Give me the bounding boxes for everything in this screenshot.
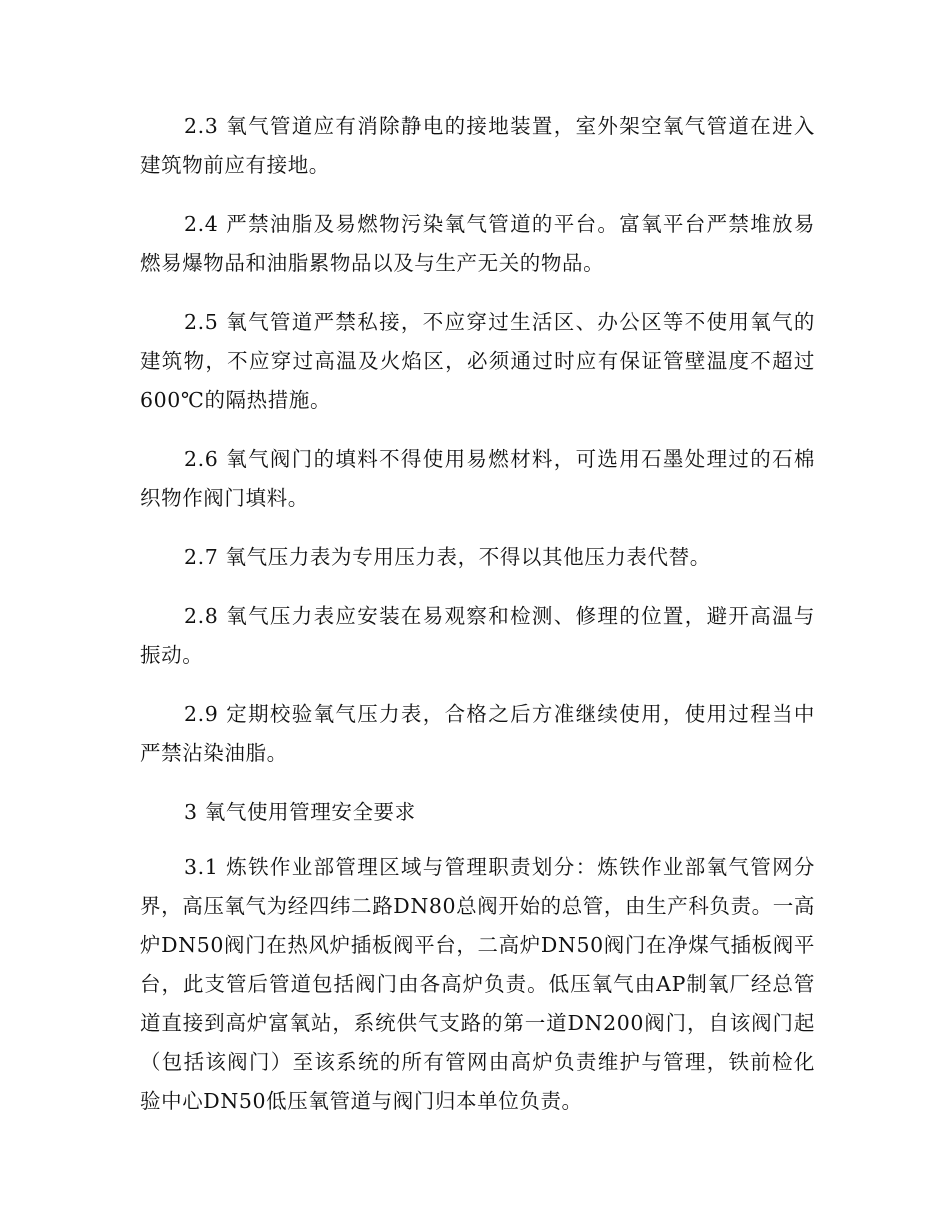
document-page — [140, 107, 815, 1121]
paragraph-3-1: 3.1 炼铁作业部管理区域与管理职责划分：炼铁作业部氧气管网分界，高压氧气为经四纬二路DN80总阀开始的总管，由生产科负责。一高炉DN50阀门在热风炉插板阀平台，二高炉DN50阀门在净煤气插板阀平台，此支管后管道包括阀门由各高炉负责。低压氧气由AP制氧厂经总管道直接到高炉富氧站，系统供气支路的第一道DN200阀门，自该阀门起（包括该阀门）至该系统的所有管网由高炉负责维护与管理，铁前检化验中心DN50低压氧管道与阀门归本单位负责。 — [140, 855, 815, 1113]
paragraph-2-5: 2.5 氧气管道严禁私接，不应穿过生活区、办公区等不使用氧气的建筑物，不应穿过高温及火焰区，必须通过时应有保证管壁温度不超过600℃的隔热措施。 — [140, 310, 815, 412]
paragraph-2-9: 2.9 定期校验氧气压力表，合格之后方准继续使用，使用过程当中严禁沾染油脂。 — [140, 702, 815, 765]
paragraph-2-8: 2.8 氧气压力表应安装在易观察和检测、修理的位置，避开高温与振动。 — [140, 604, 815, 667]
paragraph-2-7: 2.7 氧气压力表为专用压力表，不得以其他压力表代替。 — [184, 545, 711, 569]
section-heading-3: 3 氧气使用管理安全要求 — [184, 800, 416, 824]
paragraph-2-6: 2.6 氧气阀门的填料不得使用易燃材料，可选用石墨处理过的石棉织物作阀门填料。 — [140, 447, 815, 510]
paragraph-2-3: 2.3 氧气管道应有消除静电的接地装置，室外架空氧气管道在进入建筑物前应有接地。 — [140, 114, 815, 177]
paragraph-2-4: 2.4 严禁油脂及易燃物污染氧气管道的平台。富氧平台严禁堆放易燃易爆物品和油脂累物品以及与生产无关的物品。 — [140, 212, 815, 275]
